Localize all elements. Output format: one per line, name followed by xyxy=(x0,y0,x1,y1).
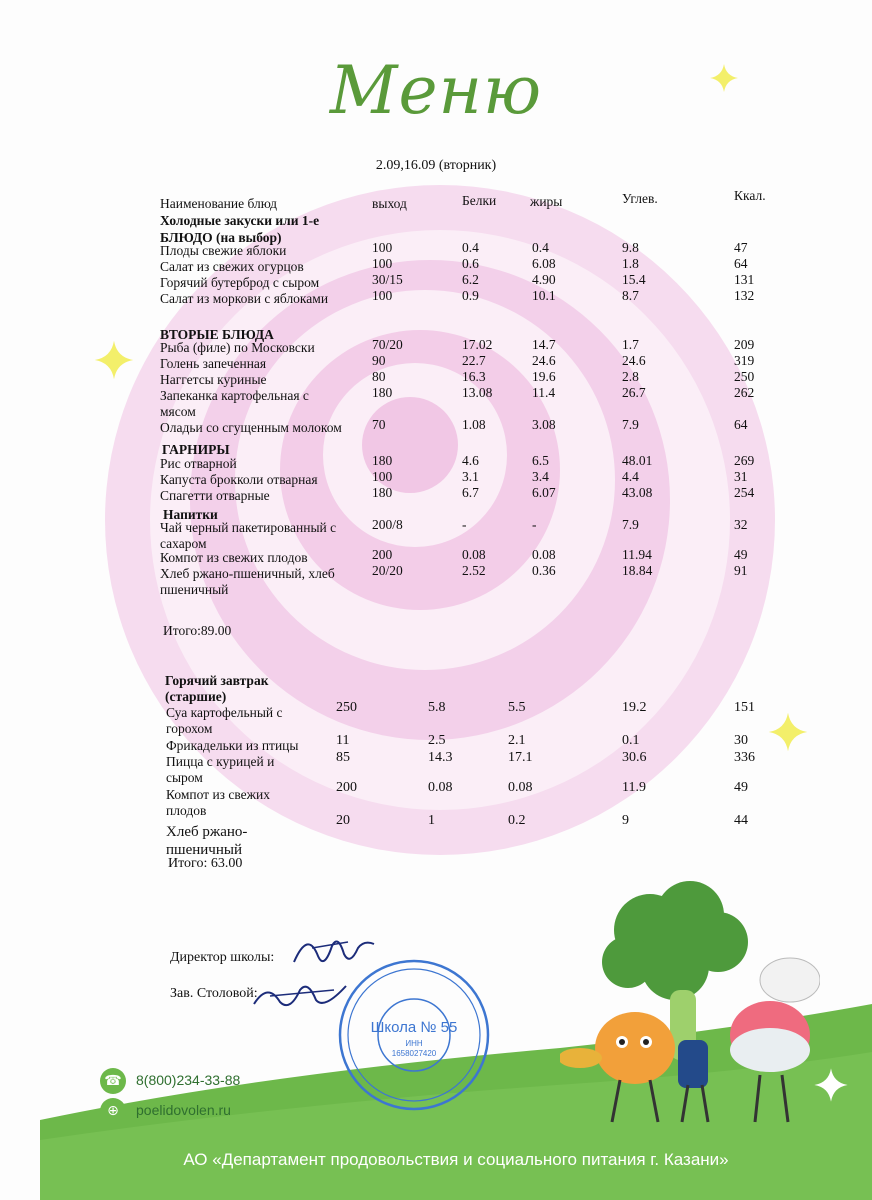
dish-k: 262 xyxy=(734,385,755,400)
breakfast-dish-c: 30.6 xyxy=(622,750,647,765)
breakfast-dish-f: 17.1 xyxy=(508,750,533,765)
dish-f: 0.36 xyxy=(532,563,556,578)
dish-p: 6.7 xyxy=(462,485,479,500)
vegetable-characters-illustration xyxy=(560,870,820,1130)
dish-c: 24.6 xyxy=(622,353,646,368)
total-first: Итого:89.00 xyxy=(163,623,232,638)
dish-f: 6.08 xyxy=(532,256,556,271)
dish-p: - xyxy=(462,517,467,532)
dish-out: 200 xyxy=(372,547,393,562)
dish-name: Хлеб ржано-пшеничный, хлеб xyxy=(160,566,335,581)
dish-k: 319 xyxy=(734,353,755,368)
dish-f: 6.07 xyxy=(532,485,556,500)
breakfast-dish-k: 151 xyxy=(734,700,755,715)
breakfast-dish-name-cont: горохом xyxy=(166,721,213,736)
breakfast-dish-f: 0.08 xyxy=(508,780,533,795)
dish-out: 70 xyxy=(372,417,386,432)
phone-icon: ☎ xyxy=(100,1068,126,1094)
dish-f: 6.5 xyxy=(532,453,549,468)
dish-name: Наггетсы куриные xyxy=(160,372,267,387)
director-label: Директор школы: xyxy=(170,950,275,965)
dish-k: 47 xyxy=(734,240,748,255)
breakfast-dish-p: 5.8 xyxy=(428,700,446,715)
dish-name: Запеканка картофельная с xyxy=(160,388,309,403)
dish-c: 43.08 xyxy=(622,485,653,500)
contact-phone[interactable]: 8(800)234-33-88 xyxy=(136,1072,241,1088)
header-kcal: Ккал. xyxy=(734,188,766,203)
dish-name: Рис отварной xyxy=(160,456,237,471)
dish-out: 90 xyxy=(372,353,386,368)
dish-f: 4.90 xyxy=(532,272,556,287)
dish-p: 2.52 xyxy=(462,563,486,578)
dish-name: Спагетти отварные xyxy=(160,488,270,503)
dish-out: 180 xyxy=(372,485,393,500)
stamp-school-number: Школа № 55 xyxy=(370,1019,458,1036)
dish-c: 7.9 xyxy=(622,417,639,432)
globe-icon: ⊕ xyxy=(100,1098,126,1124)
dish-c: 7.9 xyxy=(622,517,639,532)
stamp-inn-number: 1658027420 xyxy=(391,1049,437,1058)
dish-out: 70/20 xyxy=(372,337,403,352)
dish-out: 180 xyxy=(372,453,393,468)
dish-k: 254 xyxy=(734,485,755,500)
dish-name: Салат из свежих огурцов xyxy=(160,259,304,274)
sparkle-icon xyxy=(766,710,810,754)
dish-p: 3.1 xyxy=(462,469,479,484)
dish-f: 24.6 xyxy=(532,353,556,368)
section-cold-2: БЛЮДО (на выбор) xyxy=(160,230,282,245)
dish-f: 3.08 xyxy=(532,417,556,432)
dish-c: 9.8 xyxy=(622,240,639,255)
dish-f: 10.1 xyxy=(532,288,556,303)
dish-out: 100 xyxy=(372,288,393,303)
dish-c: 48.01 xyxy=(622,453,653,468)
breakfast-dish-out: 250 xyxy=(336,700,357,715)
dish-f: - xyxy=(532,517,537,532)
breakfast-dish-c: 0.1 xyxy=(622,733,640,748)
dish-out: 80 xyxy=(372,369,386,384)
stamp-inn-label: ИНН xyxy=(405,1039,423,1048)
dish-c: 11.94 xyxy=(622,547,652,562)
dish-f: 19.6 xyxy=(532,369,556,384)
breakfast-dish-name: Хлеб ржано- xyxy=(166,824,248,840)
dish-name: Чай черный пакетированный с xyxy=(160,520,337,535)
breakfast-dish-name: Пицца с курицей и xyxy=(166,754,275,769)
breakfast-dish-p: 1 xyxy=(428,813,435,828)
dish-p: 4.6 xyxy=(462,453,479,468)
breakfast-dish-out: 20 xyxy=(336,813,350,828)
breakfast-dish-c: 11.9 xyxy=(622,780,646,795)
dish-f: 11.4 xyxy=(532,385,556,400)
breakfast-dish-k: 30 xyxy=(734,733,748,748)
dish-c: 4.4 xyxy=(622,469,639,484)
breakfast-dish-out: 85 xyxy=(336,750,350,765)
dish-name: Плоды свежие яблоки xyxy=(160,243,287,258)
dish-out: 100 xyxy=(372,256,393,271)
dish-p: 16.3 xyxy=(462,369,486,384)
dish-p: 0.6 xyxy=(462,256,479,271)
header-fats: жиры xyxy=(530,194,563,209)
dish-c: 15.4 xyxy=(622,272,646,287)
dish-k: 91 xyxy=(734,563,748,578)
dish-f: 14.7 xyxy=(532,337,556,352)
breakfast-dish-k: 44 xyxy=(734,813,748,828)
dish-p: 0.08 xyxy=(462,547,486,562)
breakfast-dish-c: 9 xyxy=(622,813,629,828)
breakfast-dish-out: 200 xyxy=(336,780,357,795)
dish-out: 200/8 xyxy=(372,517,403,532)
menu-date: 2.09,16.09 (вторник) xyxy=(375,158,497,173)
breakfast-dish-f: 2.1 xyxy=(508,733,526,748)
dish-out: 100 xyxy=(372,240,393,255)
dish-out: 100 xyxy=(372,469,393,484)
dish-p: 6.2 xyxy=(462,272,479,287)
breakfast-dish-out: 11 xyxy=(336,733,350,748)
dish-out: 20/20 xyxy=(372,563,403,578)
total-second: Итого: 63.00 xyxy=(168,856,243,871)
dish-p: 0.4 xyxy=(462,240,479,255)
dish-name: Салат из моркови с яблоками xyxy=(160,291,329,306)
dish-p: 17.02 xyxy=(462,337,493,352)
dish-p: 1.08 xyxy=(462,417,486,432)
dish-out: 30/15 xyxy=(372,272,403,287)
dish-name-cont: пшеничный xyxy=(160,582,229,597)
breakfast-dish-name: Фрикадельки из птицы xyxy=(166,738,299,753)
dish-name: Оладьи со сгущенным молоком xyxy=(160,420,342,435)
header-proteins: Белки xyxy=(462,193,497,208)
header-output: выход xyxy=(372,196,407,211)
dish-k: 209 xyxy=(734,337,755,352)
breakfast-dish-k: 336 xyxy=(734,750,755,765)
dish-c: 1.8 xyxy=(622,256,639,271)
dish-out: 180 xyxy=(372,385,393,400)
breakfast-dish-p: 2.5 xyxy=(428,733,446,748)
header-carbs: Углев. xyxy=(622,191,658,206)
sparkle-icon xyxy=(92,338,136,382)
dish-c: 8.7 xyxy=(622,288,639,303)
dish-name: Горячий бутерброд с сыром xyxy=(160,275,320,290)
breakfast-dish-f: 5.5 xyxy=(508,700,526,715)
breakfast-dish-k: 49 xyxy=(734,780,748,795)
organization-name: АО «Департамент продовольствия и социального питания г. Казани» xyxy=(183,1150,729,1169)
dish-name: Капуста брокколи отварная xyxy=(160,472,318,487)
breakfast-dish-name: Компот из свежих xyxy=(166,787,270,802)
dish-name: Рыба (филе) по Московски xyxy=(160,340,315,355)
dish-k: 131 xyxy=(734,272,755,287)
dish-name: Компот из свежих плодов xyxy=(160,550,308,565)
canteen-head-label: Зав. Столовой: xyxy=(170,986,258,1001)
section-drinks: Напитки xyxy=(163,507,218,522)
dish-k: 132 xyxy=(734,288,755,303)
dish-name-cont: мясом xyxy=(160,404,196,419)
dish-c: 1.7 xyxy=(622,337,639,352)
breakfast-dish-name: Суа картофельный с xyxy=(166,705,283,720)
dish-k: 49 xyxy=(734,547,748,562)
dish-p: 13.08 xyxy=(462,385,493,400)
breakfast-dish-f: 0.2 xyxy=(508,813,526,828)
section-hot-breakfast-2: (старшие) xyxy=(165,689,227,704)
breakfast-dish-name-cont: плодов xyxy=(166,803,207,818)
dish-p: 22.7 xyxy=(462,353,486,368)
dish-k: 250 xyxy=(734,369,755,384)
breakfast-dish-c: 19.2 xyxy=(622,700,647,715)
dish-k: 31 xyxy=(734,469,748,484)
breakfast-dish-p: 14.3 xyxy=(428,750,453,765)
dish-k: 269 xyxy=(734,453,755,468)
section-cold: Холодные закуски или 1-е xyxy=(160,213,320,228)
dish-f: 3.4 xyxy=(532,469,549,484)
breakfast-dish-name-cont: пшеничный xyxy=(166,842,242,858)
dish-name: Голень запеченная xyxy=(160,356,267,371)
contact-website[interactable]: poelidovolen.ru xyxy=(136,1102,231,1118)
dish-k: 32 xyxy=(734,517,748,532)
dish-c: 26.7 xyxy=(622,385,646,400)
section-hot-breakfast: Горячий завтрак xyxy=(165,673,269,688)
breakfast-dish-p: 0.08 xyxy=(428,780,453,795)
section-garnish: ГАРНИРЫ xyxy=(162,442,230,457)
dish-p: 0.9 xyxy=(462,288,479,303)
page-title: Меню xyxy=(329,52,543,129)
breakfast-dish-name-cont: сыром xyxy=(166,770,203,785)
dish-f: 0.4 xyxy=(532,240,549,255)
dish-k: 64 xyxy=(734,417,748,432)
school-stamp xyxy=(334,955,494,1115)
dish-k: 64 xyxy=(734,256,748,271)
dish-c: 18.84 xyxy=(622,563,653,578)
section-second: ВТОРЫЕ БЛЮДА xyxy=(160,327,274,342)
dish-name-cont: сахаром xyxy=(160,536,207,551)
header-name: Наименование блюд xyxy=(160,196,278,211)
dish-c: 2.8 xyxy=(622,369,639,384)
dish-f: 0.08 xyxy=(532,547,556,562)
